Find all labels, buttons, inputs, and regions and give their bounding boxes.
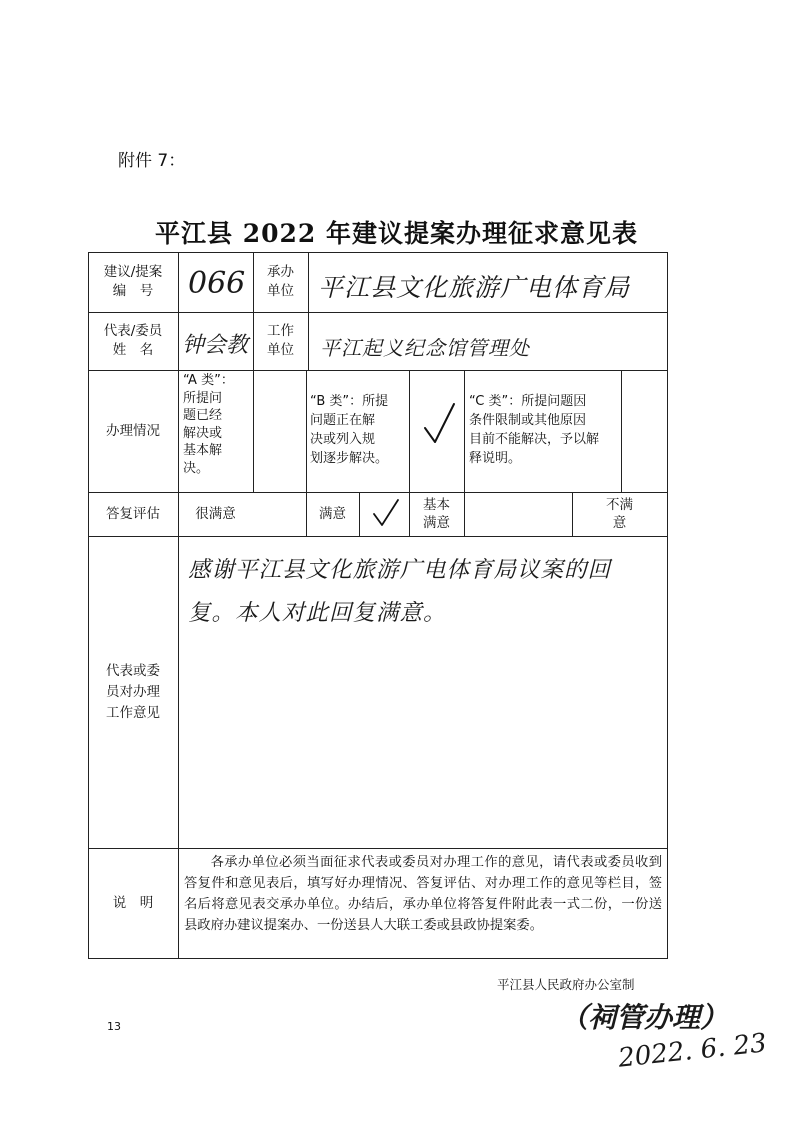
handwritten-date: 2022. 6. 23: [616, 1028, 769, 1074]
handling-org-label: 承办 单位: [267, 264, 294, 299]
proposal-number-value: 066: [188, 266, 246, 301]
handling-org-value: 平江县文化旅游广电体育局: [318, 273, 631, 302]
representative-name-value: 钟会教: [182, 333, 249, 358]
satisfied-checkmark-icon: [372, 498, 400, 528]
unsatisfied-option: 不满 意: [606, 497, 633, 531]
attachment-label: 附件 7：: [118, 151, 186, 171]
issuing-office: 平江县人民政府办公室制: [497, 977, 635, 992]
work-unit-value: 平江起义纪念馆管理处: [320, 336, 530, 360]
option-a-text: “A 类”： 所提问 题已经 解决或 基本解 决。: [183, 373, 234, 476]
basic-satisfied-option: 基本 满意: [423, 497, 450, 531]
option-b-text: “B 类”：所提 问题正在解 决或列入规 划逐步解决。: [310, 394, 389, 466]
form-title: 平江县 2022 年建议提案办理征求意见表: [155, 219, 638, 248]
instructions-text: 各承办单位必须当面征求代表或委员对办理工作的意见，请代表或委员收到答复件和意见表后，填写好办理情况、答复评估、对办理工作的意见等栏目，签名后将意见表交承办单位。办结后，承办单位将答复件附此表一式二份，一份送县政府办建议提案办、一份送县人大联工委或县政协提案委。: [184, 855, 662, 933]
instructions-label: 说 明: [112, 894, 154, 911]
option-c-text: “C 类”：所提问题因 条件限制或其他原因 目前不能解决，予以解 释说明。: [469, 394, 600, 466]
reply-evaluation-label: 答复评估: [106, 505, 160, 522]
opinion-label: 代表或委 员对办理 工作意见: [106, 662, 160, 721]
feedback-form-table: [88, 252, 668, 958]
very-satisfied-option: 很满意: [195, 505, 236, 522]
proposal-number-label: 建议/提案 编 号: [103, 264, 163, 299]
handwritten-note: （祠管办理）: [560, 1001, 729, 1034]
representative-name-label: 代表/委员 姓 名: [103, 323, 163, 358]
page-number: 13: [107, 1020, 121, 1033]
handling-status-label: 办理情况: [106, 422, 160, 439]
opinion-line-2: 复。本人对此回复满意。: [188, 600, 447, 626]
opinion-line-1: 感谢平江县文化旅游广电体育局议案的回: [188, 557, 612, 583]
option-b-checkmark-icon: [423, 402, 457, 446]
work-unit-label: 工作 单位: [267, 323, 294, 358]
satisfied-option: 满意: [319, 505, 346, 522]
